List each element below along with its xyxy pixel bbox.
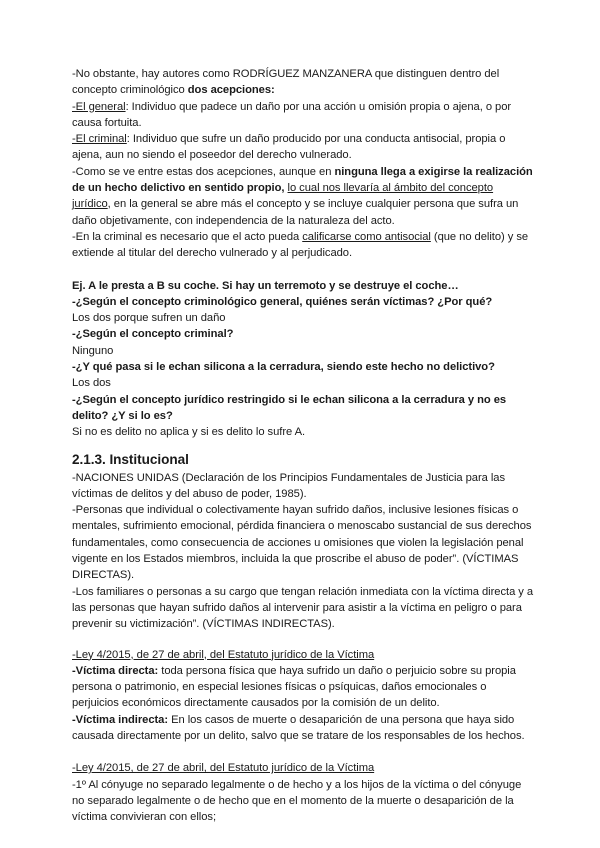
- example-title: Ej. A le presta a B su coche. Si hay un terremoto y se destruye el coche…: [72, 279, 459, 292]
- spacer: [72, 633, 534, 647]
- direct-victims-paragraph: -Personas que individual o colectivamente hayan sufrido daños, inclusive lesiones físicas o mentales, sufrimiento emocional, pérdida financiera o menoscabo sustancial de sus derechos fundamentales, como consecuencia de acciones u omisiones que violen la legislación penal vigente en los Estados miembros, incluida la que proscribe el abuso de poder”. (VÍCTIMAS DIRECTAS).: [72, 504, 532, 582]
- question-3: -¿Y qué pasa si le echan silicona a la cerradura, siendo este hecho no delictivo?: [72, 361, 495, 374]
- author-name: RODRÍGUEZ MANZANERA: [232, 68, 372, 80]
- criminal-label: -El criminal: [72, 133, 127, 146]
- answer-2: Ninguno: [72, 344, 114, 357]
- document-page: [72, 66, 534, 825]
- section-heading: 2.1.3. Institucional: [72, 451, 189, 467]
- ley-title-2: -Ley 4/2015, de 27 de abril, del Estatuto jurídico de la Víctima: [72, 762, 375, 775]
- criminal-requirement-paragraph: -En la criminal es necesario que el acto pueda calificarse como antisocial (que no delito) y se extiende al titular del derecho vulnerado y al perjudicado.: [72, 230, 529, 260]
- question-2: -¿Según el concepto criminal?: [72, 328, 234, 341]
- dos-acepciones: dos acepciones: [187, 84, 272, 97]
- spacer: [72, 744, 534, 760]
- general-label: -El general: [72, 100, 126, 113]
- victima-directa-paragraph: -Víctima directa: toda persona física que haya sufrido un daño o perjuicio sobre su propia persona o patrimonio, en especial lesiones físicas o psíquicas, daños emocionales o perjuicios económicos directamente causados por la comisión de un delito.: [72, 664, 516, 710]
- question-4: -¿Según el concepto jurídico restringido si le echan silicona a la cerradura y no es delito? ¿Y si lo es?: [72, 393, 507, 422]
- intro-paragraph: -No obstante, hay autores como RODRÍGUEZ MANZANERA que distinguen dentro del concepto criminológico dos acepciones:: [72, 68, 500, 97]
- ley-title-1: -Ley 4/2015, de 27 de abril, del Estatuto jurídico de la Víctima: [72, 648, 375, 661]
- question-1: -¿Según el concepto criminológico general, quiénes serán víctimas? ¿Por qué?: [72, 295, 493, 308]
- indirect-victims-paragraph: -Los familiares o personas a su cargo que tengan relación inmediata con la víctima directa y a las personas que hayan sufrido daños al intervenir para asistir a la víctima en peligro o para prevenir su victimización”. (VÍCTIMAS INDIRECTAS).: [72, 585, 534, 631]
- spacer: [72, 262, 534, 278]
- answer-1: Los dos porque sufren un daño: [72, 312, 226, 325]
- answer-3: Los dos: [72, 377, 111, 390]
- conyuge-paragraph: -1º Al cónyuge no separado legalmente o de hecho y a los hijos de la víctima o del cónyuge no separado legalmente o de hecho que en el momento de la muerte o desaparición de la víctima convivieran con ellos;: [72, 778, 522, 824]
- criminal-definition: -El criminal: Individuo que sufre un daño producido por una conducta antisocial, propia o ajena, aun no siendo el poseedor del derecho vulnerado.: [72, 133, 506, 162]
- general-definition: -El general: Individuo que padece un daño por una acción u omisión propia o ajena, o por causa fortuita.: [72, 100, 512, 129]
- un-paragraph: -NACIONES UNIDAS (Declaración de los Principios Fundamentales de Justicia para las víctimas de delitos y del abuso de poder, 1985).: [72, 471, 506, 500]
- answer-4: Si no es delito no aplica y si es delito lo sufre A.: [72, 426, 306, 439]
- victima-indirecta-paragraph: -Víctima indirecta: En los casos de muerte o desaparición de una persona que haya sido causada directamente por un delito, salvo que se tratare de los responsables de los hechos.: [72, 713, 525, 742]
- acepciones-paragraph: -Como se ve entre estas dos acepciones, aunque en ninguna llega a exigirse la realización de un hecho delictivo en sentido propio, lo cual nos llevaría al ámbito del concepto jurídico, en la general se abre más el concepto y se incluye cualquier persona que sufra un daño objetivamente, con independencia de la naturaleza del acto.: [72, 165, 533, 227]
